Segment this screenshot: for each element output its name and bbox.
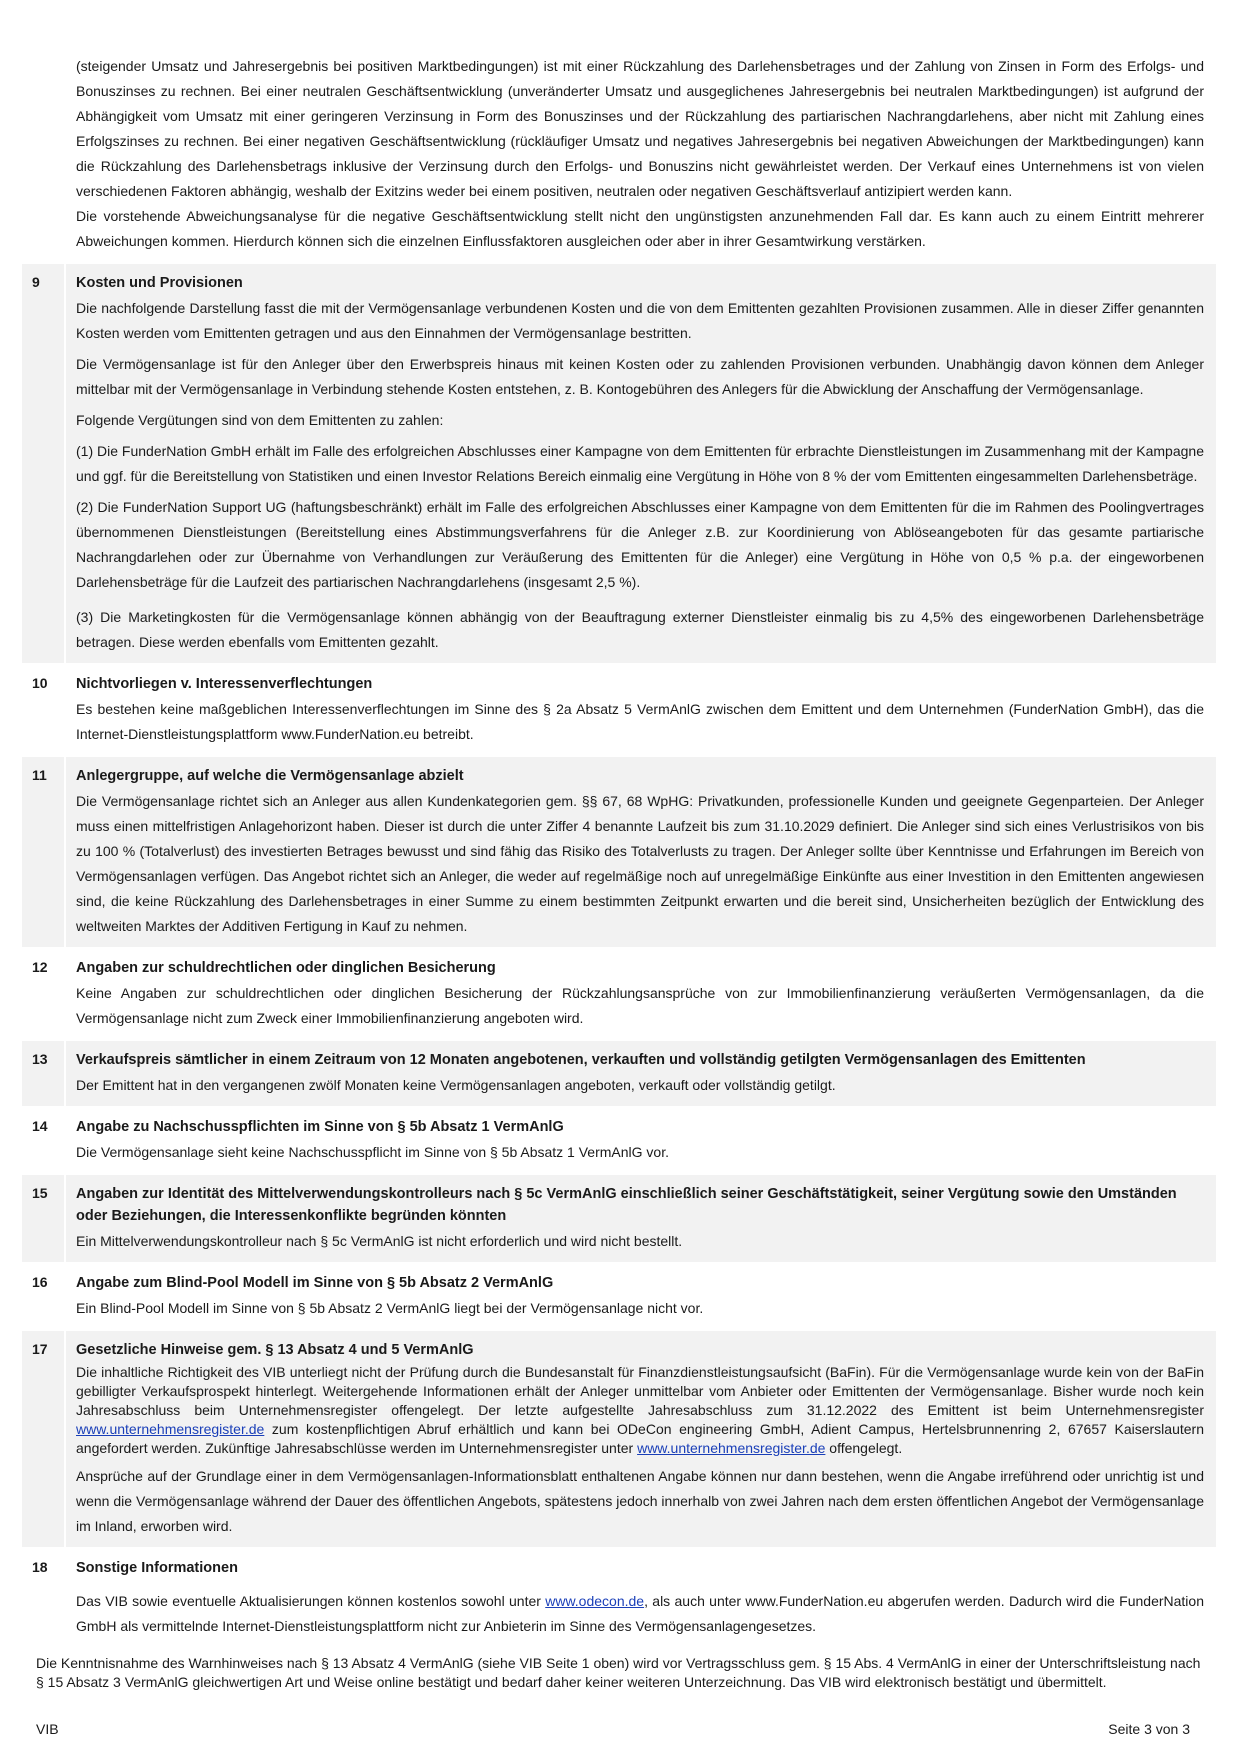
section-12 — [22, 949, 1216, 1041]
text-run: , als auch unter www.FunderNation.eu abgerufen werden. Dadurch wird die FunderNation GmbH als vermittelnde Internet-Dienstleistungsplattform nicht zur Anbieterin im Sinne des Vermögensanlagengesetzes. — [76, 1593, 1204, 1634]
page-number: Seite 3 von 3 — [1108, 1721, 1190, 1737]
section-title: Anlegergruppe, auf welche die Vermögensanlage abzielt — [76, 768, 464, 784]
section-title: Angaben zur schuldrechtlichen oder dinglichen Besicherung — [76, 960, 496, 976]
paragraph: (3) Die Marketingkosten für die Vermögensanlage können abhängig von der Beauftragung externer Dienstleister einmalig bis zu 4,5% des eingeworbenen Darlehensbeträge betragen. Diese werden ebenfalls vom Emittenten gezahlt. — [76, 609, 1204, 650]
footer-note: Die Kenntnisnahme des Warnhinweises nach § 13 Absatz 4 VermAnlG (siehe VIB Seite 1 oben) wird vor Vertragsschluss gem. § 15 Abs. 4 VermAnlG in einer der Unterschriftsleistung nach § 15 Absatz 3 VermAnlG gleichwertigen Art und Weise online bestätigt und bedarf daher keiner weiteren Unterzeichnung. Das VIB wird elektronisch bestätigt und übermittelt. — [36, 1655, 1201, 1690]
paragraph: Der Emittent hat in den vergangenen zwölf Monaten keine Vermögensanlagen angeboten, verkauft oder vollständig getilgt. — [76, 1077, 836, 1093]
section-10 — [22, 665, 1216, 757]
section-title: Nichtvorliegen v. Interessenverflechtungen — [76, 676, 373, 692]
section-content — [64, 46, 1216, 262]
section-number: 11 — [22, 757, 64, 947]
section-content — [64, 1331, 1216, 1547]
section-number: 16 — [32, 1274, 48, 1290]
section-content — [64, 1041, 1216, 1106]
section-content — [64, 1549, 1216, 1647]
paragraph — [76, 1589, 1204, 1639]
paragraph: Ein Mittelverwendungskontrolleur nach § 5c VermAnlG ist nicht erforderlich und wird nicht bestellt. — [76, 1233, 683, 1249]
section-number: 10 — [32, 675, 48, 691]
paragraph — [76, 1363, 1204, 1458]
section-title: Gesetzliche Hinweise gem. § 13 Absatz 4 und 5 VermAnlG — [76, 1342, 474, 1358]
section-content — [64, 1264, 1216, 1329]
section-content — [64, 665, 1216, 755]
section-number: 9 — [22, 264, 64, 663]
section-15 — [22, 1175, 1216, 1264]
unternehmensregister-link[interactable]: www.unternehmensregister.de — [76, 1421, 265, 1437]
paragraph: Die nachfolgende Darstellung fasst die mit der Vermögensanlage verbundenen Kosten und die von dem Emittenten gezahlten Provisionen zusammen. Alle in dieser Ziffer genannten Kosten werden vom Emittenten getragen und aus den Einnahmen der Vermögensanlage bestritten. — [76, 300, 1204, 341]
text-run: Das VIB sowie eventuelle Aktualisierungen können kostenlos sowohl unter — [76, 1593, 546, 1609]
section-content — [64, 1108, 1216, 1173]
section-16 — [22, 1264, 1216, 1331]
section-title: Angabe zum Blind-Pool Modell im Sinne von § 5b Absatz 2 VermAnlG — [76, 1275, 554, 1291]
paragraph: (2) Die FunderNation Support UG (haftungsbeschränkt) erhält im Falle des erfolgreichen Abschlusses einer Kampagne von dem Emittenten für die im Rahmen des Poolingvertrages übernommenen Dienstleistungen (Bereitstellung eines Abstimmungsverfahrens für die Anleger z.B. zur Koordinierung von Ablöseangeboten für das gesamte partiarische Nachrangdarlehen oder zur Übernahme von Verhandlungen zur Veräußerung des Emittenten für die Anleger) eine Vergütung in Höhe von 0,5 % p.a. der eingeworbenen Darlehensbeträge für die Laufzeit des partiarischen Nachrangdarlehens (insgesamt 2,5 %). — [76, 499, 1204, 590]
section-content — [64, 264, 1216, 663]
text-run: zum kostenpflichtigen Abruf erhältlich und kann bei ODeCon engineering GmbH, Adient Campus, Hertelsbrunnenring 2, 67657 Kaiserslautern angefordert werden. Zukünftige Jahresabschlüsse werden im Unternehmensregister unter — [76, 1421, 1204, 1456]
paragraph: Folgende Vergütungen sind von dem Emittenten zu zahlen: — [76, 412, 444, 428]
section-content — [64, 949, 1216, 1039]
text-run: Die inhaltliche Richtigkeit des VIB unterliegt nicht der Prüfung durch die Bundesanstalt für Finanzdienstleistungsaufsicht (BaFin). Für die Vermögensanlage wurde kein von der BaFin gebilligter Verkaufsprospekt hinterlegt. Weitergehende Informationen erhält der Anleger unmittelbar vom Anbieter oder Emittenten der Vermögensanlage. Bisher wurde noch kein Jahresabschluss beim Unternehmensregister offengelegt. Der letzte aufgestellte Jahresabschluss zum 31.12.2022 des Emittent ist beim Unternehmensregister — [76, 1364, 1204, 1418]
paragraph: Die Vermögensanlage richtet sich an Anleger aus allen Kundenkategorien gem. §§ 67, 68 WpHG: Privatkunden, professionelle Kunden und geeignete Gegenparteien. Der Anleger muss einen mittelfristigen Anlagehorizont haben. Dieser ist durch die unter Ziffer 4 benannte Laufzeit bis zum 31.10.2029 definiert. Die Anleger sind sich eines Verlustrisikos von bis zu 100 % (Totalverlust) des investierten Betrages bewusst und sind fähig das Risiko des Totalverlusts zu tragen. Der Anleger sollte über Kenntnisse und Erfahrungen im Bereich von Vermögensanlagen verfügen. Das Angebot richtet sich an Anleger, die weder auf regelmäßige noch auf unregelmäßige Einkünfte aus einer Investition in den Emittenten angewiesen sind, die keine Rückzahlung des Darlehensbetrages in einer Summe zu einem bestimmten Zeitpunkt erwarten und die bereit sind, Unsicherheiten bezüglich der Entwicklung des weltweiten Marktes der Additiven Fertigung in Kauf zu nehmen. — [76, 793, 1204, 934]
text-run: offengelegt. — [825, 1440, 903, 1456]
page-footer — [36, 1721, 1190, 1737]
section-content — [64, 757, 1216, 947]
document-body — [22, 46, 1216, 1649]
section-13 — [22, 1041, 1216, 1108]
section-11 — [22, 757, 1216, 949]
section-9 — [22, 264, 1216, 665]
section-14 — [22, 1108, 1216, 1175]
section-title: Sonstige Informationen — [76, 1560, 238, 1576]
section-intro — [22, 46, 1216, 264]
section-number — [22, 46, 64, 262]
paragraph: Ein Blind-Pool Modell im Sinne von § 5b Absatz 2 VermAnlG liegt bei der Vermögensanlage nicht vor. — [76, 1300, 704, 1316]
section-17 — [22, 1331, 1216, 1549]
paragraph: (steigender Umsatz und Jahresergebnis bei positiven Marktbedingungen) ist mit einer Rückzahlung des Darlehensbetrages und der Zahlung von Zinsen in Form des Erfolgs- und Bonuszinses zu rechnen. Bei einer neutralen Geschäftsentwicklung (unveränderter Umsatz und ausgeglichenes Jahresergebnis bei neutralen Marktbedingungen) ist aufgrund der Abhängigkeit vom Umsatz mit einer geringeren Verzinsung in Form des Bonuszinses und der Rückzahlung des partiarischen Nachrangdarlehens, aber nicht mit Zahlung eines Erfolgszinses zu rechnen. Bei einer negativen Geschäftsentwicklung (rückläufiger Umsatz und negatives Jahresergebnis bei negativen Abweichungen der Marktbedingungen) kann die Rückzahlung des Darlehensbetrags inklusive der Verzinsung durch den Erfolgs- und Bonuszins nicht gewährleistet werden. Der Verkauf eines Unternehmens ist von vielen verschiedenen Faktoren abhängig, weshalb der Exitzins weder bei einem positiven, neutralen oder negativen Geschäftsverlauf antizipiert werden kann. — [76, 58, 1204, 199]
paragraph: Keine Angaben zur schuldrechtlichen oder dinglichen Besicherung der Rückzahlungsansprüche von zur Immobilienfinanzierung veräußerten Vermögensanlagen, da die Vermögensanlage nicht zum Zweck einer Immobilienfinanzierung angeboten wird. — [76, 985, 1204, 1026]
section-number: 17 — [22, 1331, 64, 1547]
footer-left: VIB — [36, 1721, 59, 1737]
paragraph: Ansprüche auf der Grundlage einer in dem Vermögensanlagen-Informationsblatt enthaltenen Angabe können nur dann bestehen, wenn die Angabe irreführend oder unrichtig ist und wenn die Vermögensanlage während der Dauer des öffentlichen Angebots, spätestens jedoch innerhalb von zwei Jahren nach dem ersten öffentlichen Angebot der Vermögensanlage im Inland, erworben wird. — [76, 1468, 1204, 1534]
paragraph: Die Vermögensanlage ist für den Anleger über den Erwerbspreis hinaus mit keinen Kosten oder zu zahlenden Provisionen verbunden. Unabhängig davon können dem Anleger mittelbar mit der Vermögensanlage in Verbindung stehende Kosten entstehen, z. B. Kontogebühren des Anlegers für die Abwicklung der Anschaffung der Vermögensanlage. — [76, 356, 1204, 397]
section-18 — [22, 1549, 1216, 1649]
section-number: 18 — [32, 1559, 48, 1575]
paragraph: (1) Die FunderNation GmbH erhält im Falle des erfolgreichen Abschlusses einer Kampagne von dem Emittenten für erbrachte Dienstleistungen im Zusammenhang mit der Kampagne und ggf. für die Bereitstellung von Statistiken und einen Investor Relations Bereich einmalig eine Vergütung in Höhe von 8 % der vom Emittenten eingesammelten Darlehensbeträge. — [76, 443, 1204, 484]
paragraph: Es bestehen keine maßgeblichen Interessenverflechtungen im Sinne des § 2a Absatz 5 VermAnlG zwischen dem Emittent und dem Unternehmen (FunderNation GmbH), das die Internet-Dienstleistungsplattform www.FunderNation.eu betreibt. — [76, 701, 1204, 742]
section-title: Verkaufspreis sämtlicher in einem Zeitraum von 12 Monaten angebotenen, verkauften und vollständig getilgten Vermögensanlagen des Emittenten — [76, 1052, 1086, 1068]
section-number: 15 — [22, 1175, 64, 1262]
unternehmensregister-link-2[interactable]: www.unternehmensregister.de — [637, 1440, 826, 1456]
section-number: 14 — [32, 1118, 48, 1134]
section-title: Angabe zu Nachschusspflichten im Sinne von § 5b Absatz 1 VermAnlG — [76, 1119, 564, 1135]
odecon-link[interactable]: www.odecon.de — [545, 1593, 645, 1609]
section-number: 13 — [22, 1041, 64, 1106]
section-number: 12 — [32, 959, 48, 975]
section-title: Kosten und Provisionen — [76, 275, 243, 291]
paragraph: Die vorstehende Abweichungsanalyse für die negative Geschäftsentwicklung stellt nicht den ungünstigsten anzunehmenden Fall dar. Es kann auch zu einem Eintritt mehrerer Abweichungen kommen. Hierdurch können sich die einzelnen Einflussfaktoren ausgleichen oder aber in ihrer Gesamtwirkung verstärken. — [76, 208, 1204, 249]
section-title: Angaben zur Identität des Mittelverwendungskontrolleurs nach § 5c VermAnlG einschließlich seiner Geschäftstätigkeit, seiner Vergütung sowie den Umständen oder Beziehungen, die Interessenkonflikte begründen könnten — [76, 1186, 1177, 1224]
paragraph: Die Vermögensanlage sieht keine Nachschusspflicht im Sinne von § 5b Absatz 1 VermAnlG vor. — [76, 1144, 669, 1160]
section-content — [64, 1175, 1216, 1262]
